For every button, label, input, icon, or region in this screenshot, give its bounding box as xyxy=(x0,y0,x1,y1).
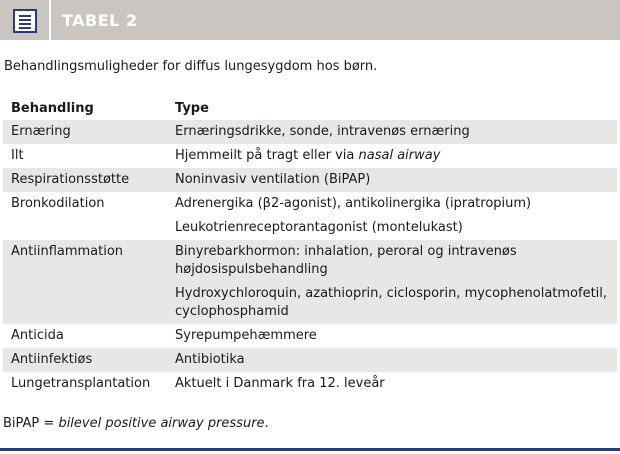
table-title: TABEL 2 xyxy=(62,11,138,30)
table-row xyxy=(3,372,617,396)
treatment-cell: Respirationsstøtte xyxy=(3,168,167,192)
table-row xyxy=(3,168,617,192)
table-row xyxy=(3,240,617,324)
table-row xyxy=(3,120,617,144)
column-header-type: Type xyxy=(175,100,209,116)
type-cell xyxy=(167,120,617,144)
type-text: Hydroxychloroquin, azathioprin, ciclosporin, mycophenolatmofetil, cyclophosphamid xyxy=(175,286,608,319)
treatment-cell: Bronkodilation xyxy=(11,196,105,211)
header-divider xyxy=(49,0,51,40)
document-icon xyxy=(13,9,37,33)
table-footnote: BiPAP = bilevel positive airway pressure. xyxy=(3,416,269,431)
table-header-row xyxy=(3,96,617,120)
type-text: Aktuelt i Danmark fra 12. leveår xyxy=(175,376,385,391)
type-cell xyxy=(167,372,617,396)
table-caption: Behandlingsmuligheder for diffus lungesygdom hos børn. xyxy=(4,59,378,74)
type-text: Hjemmeilt på tragt eller via nasal airway xyxy=(175,148,441,163)
type-text: Ernæringsdrikke, sonde, intravenøs ernæring xyxy=(175,124,470,139)
type-text: Antibiotika xyxy=(175,352,245,367)
bottom-rule xyxy=(0,448,620,451)
type-cell xyxy=(167,192,617,240)
type-cell xyxy=(167,144,617,168)
type-cell xyxy=(167,240,617,324)
type-text: Binyrebarkhormon: inhalation, peroral og intravenøs højdosispulsbehandling xyxy=(175,244,517,277)
treatment-cell: Antiinfektiøs xyxy=(3,348,167,372)
type-cell xyxy=(167,348,617,372)
treatment-cell: Antiinflammation xyxy=(3,240,167,324)
table-row xyxy=(3,144,617,168)
type-text: Adrenergika (β2-agonist), antikolinergika (ipratropium) xyxy=(175,196,532,211)
table-row xyxy=(3,324,617,348)
treatment-table xyxy=(3,96,617,396)
treatment-cell: Anticida xyxy=(11,328,64,343)
treatment-cell: Ernæring xyxy=(3,120,167,144)
type-text: Noninvasiv ventilation (BiPAP) xyxy=(175,172,371,187)
treatment-cell: Ilt xyxy=(11,148,24,163)
type-cell xyxy=(167,168,617,192)
table-header-bar xyxy=(0,0,620,40)
table-row xyxy=(3,192,617,240)
type-text: Leukotrienreceptorantagonist (montelukast) xyxy=(175,220,463,235)
type-text: Syrepumpehæmmere xyxy=(175,328,317,343)
treatment-cell: Lungetransplantation xyxy=(11,376,151,391)
table-row xyxy=(3,348,617,372)
type-cell xyxy=(167,324,617,348)
column-header-treatment: Behandling xyxy=(11,100,94,116)
